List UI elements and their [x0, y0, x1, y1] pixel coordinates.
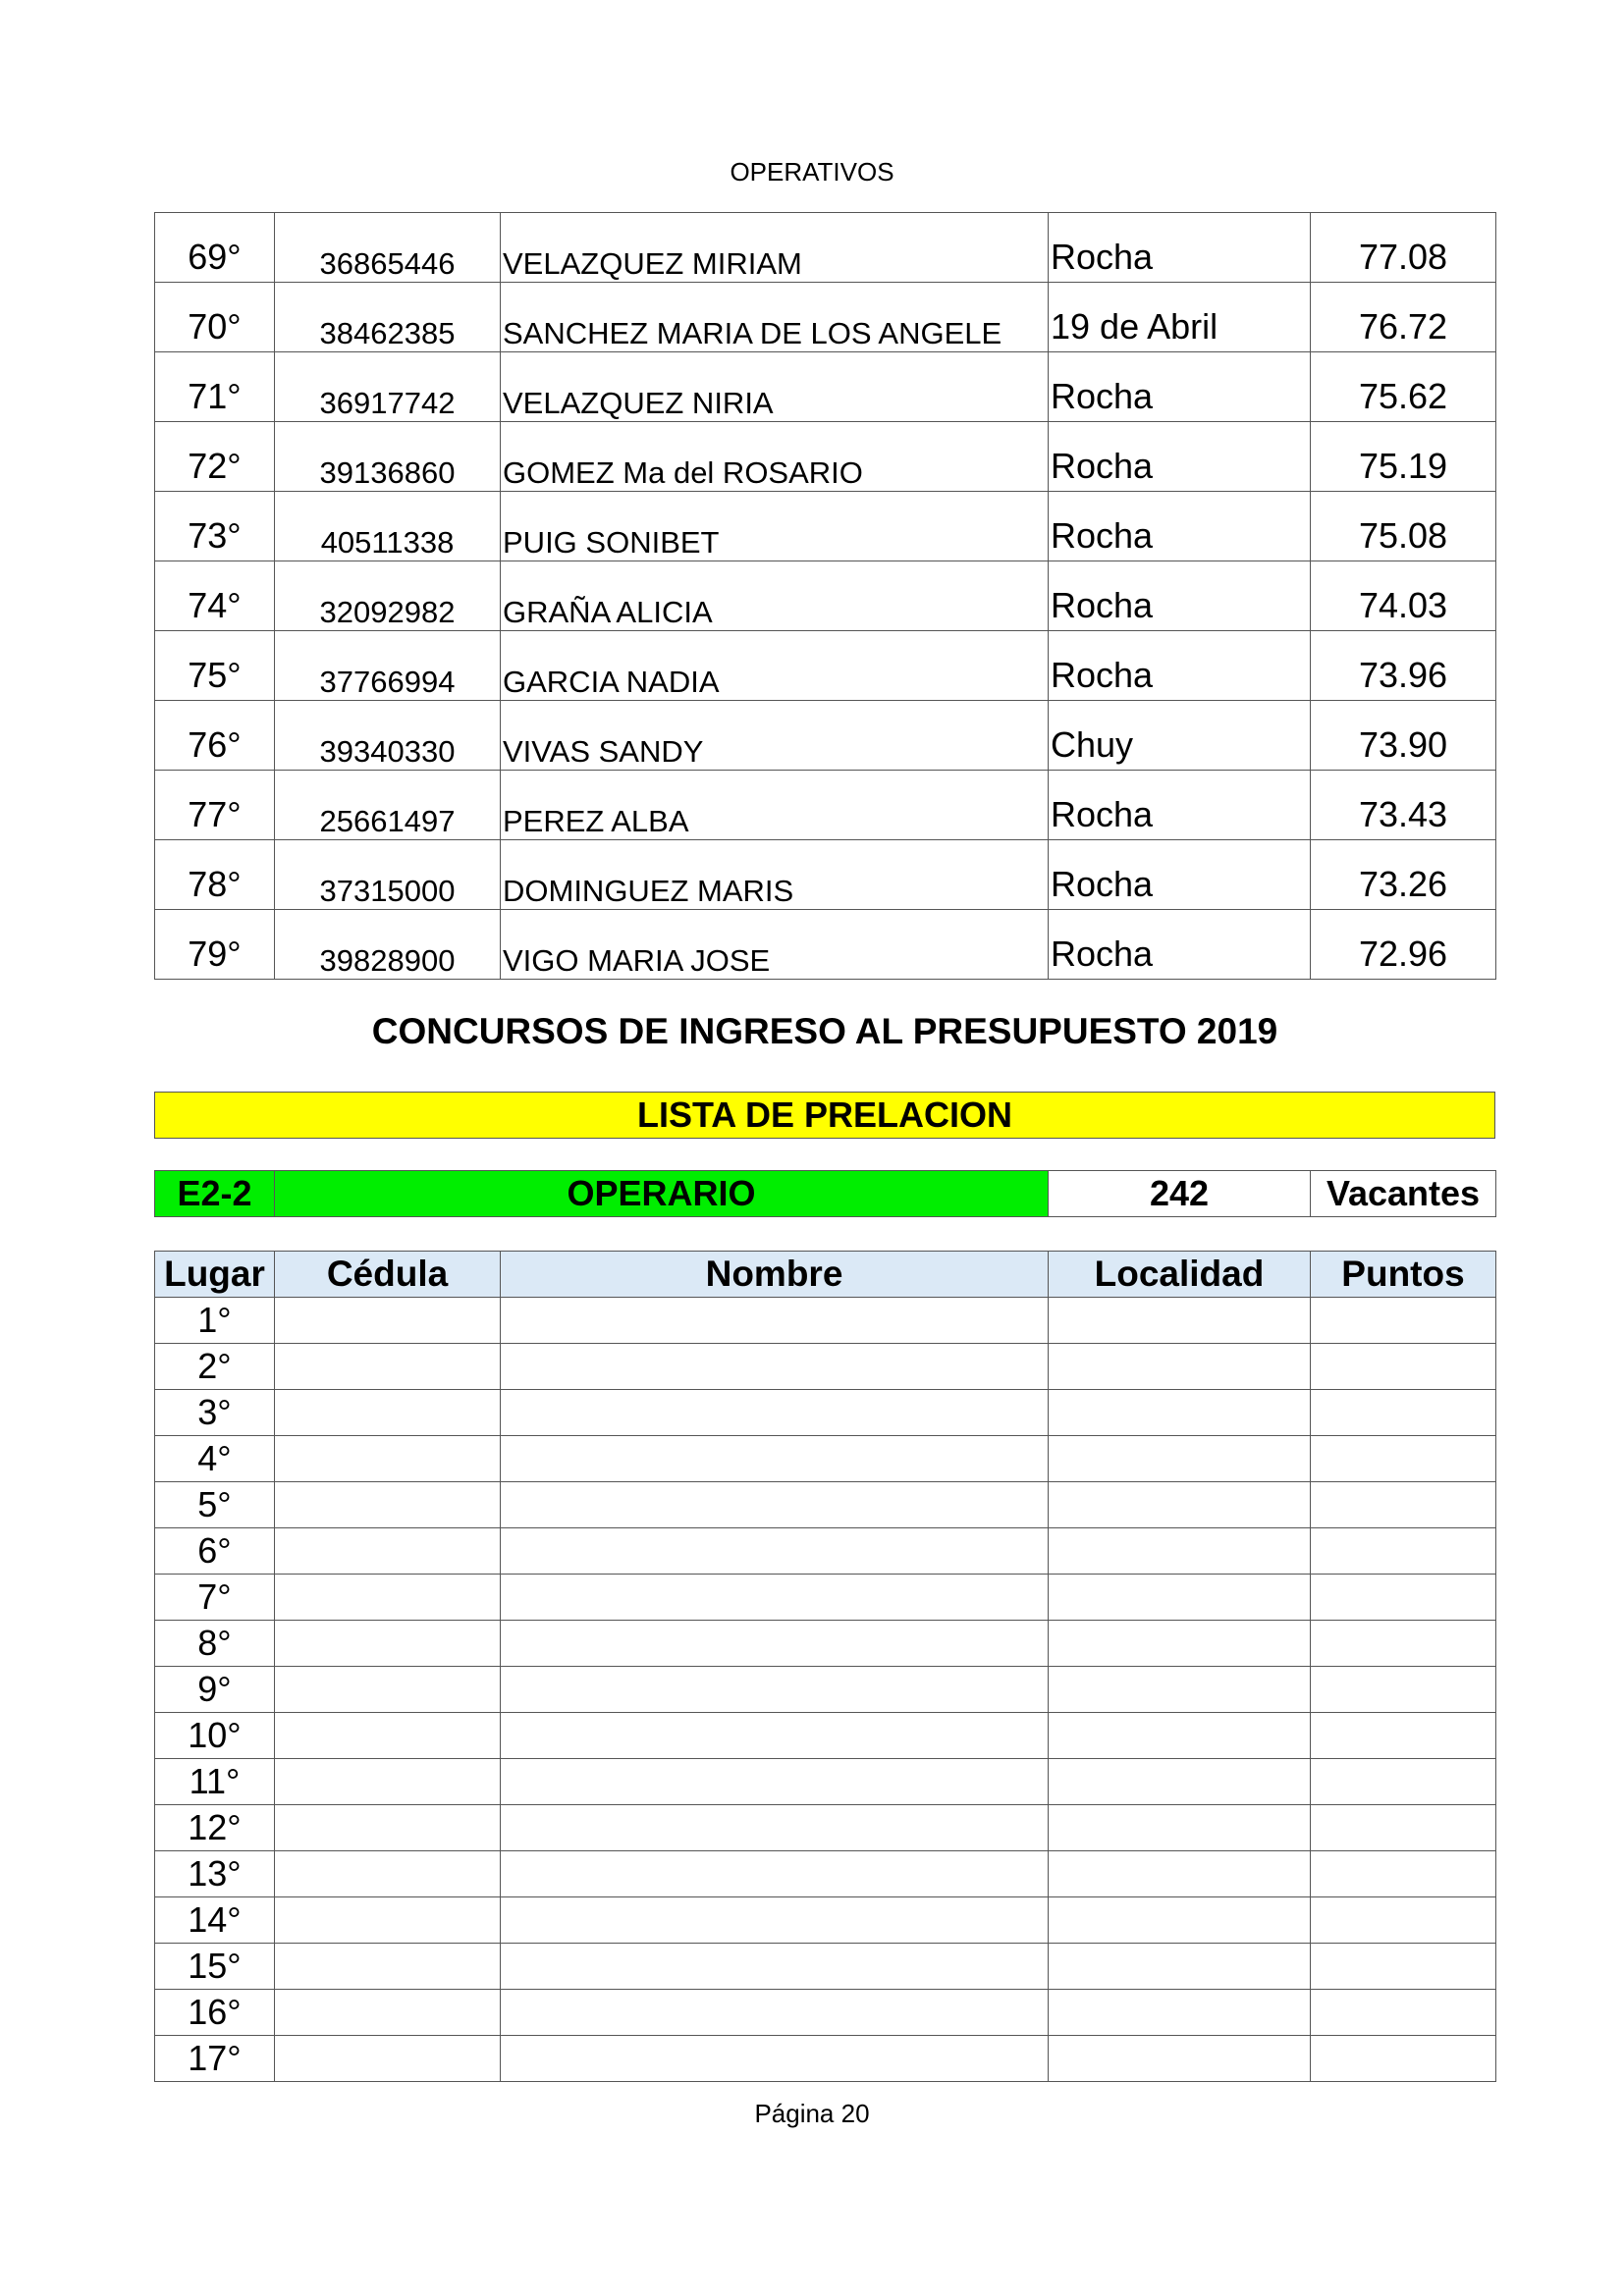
cell-puntos [1311, 1759, 1496, 1805]
cell-puntos [1311, 1528, 1496, 1575]
cell-cedula [275, 1990, 501, 2036]
cell-lugar: 77° [155, 771, 275, 840]
list-item [155, 1805, 1496, 1851]
cell-localidad [1049, 1851, 1311, 1897]
cell-puntos [1311, 1851, 1496, 1897]
table-row [155, 910, 1496, 980]
cell-lugar: 74° [155, 561, 275, 631]
cell-cedula [275, 1944, 501, 1990]
cell-puntos: 73.90 [1311, 701, 1496, 771]
cell-nombre [501, 1851, 1049, 1897]
cell-lugar: 71° [155, 352, 275, 422]
table-row [155, 213, 1496, 283]
cell-nombre [501, 2036, 1049, 2082]
cell-puntos: 73.26 [1311, 840, 1496, 910]
cell-cedula: 32092982 [275, 561, 501, 631]
cell-puntos: 73.96 [1311, 631, 1496, 701]
header-puntos: Puntos [1311, 1252, 1496, 1298]
table-row [155, 840, 1496, 910]
cell-localidad [1049, 1344, 1311, 1390]
cell-nombre [501, 1897, 1049, 1944]
cell-lugar: 5° [155, 1482, 275, 1528]
cell-lugar: 72° [155, 422, 275, 492]
cell-puntos [1311, 1713, 1496, 1759]
cell-nombre [501, 1528, 1049, 1575]
cell-cedula: 39136860 [275, 422, 501, 492]
cell-lugar: 11° [155, 1759, 275, 1805]
cell-localidad [1049, 1482, 1311, 1528]
cell-localidad [1049, 1298, 1311, 1344]
cell-nombre [501, 1990, 1049, 2036]
cell-localidad: Rocha [1049, 771, 1311, 840]
list-item [155, 1621, 1496, 1667]
table-row [155, 631, 1496, 701]
list-item [155, 1759, 1496, 1805]
cell-puntos [1311, 1390, 1496, 1436]
header-cedula: Cédula [275, 1252, 501, 1298]
cell-puntos [1311, 1482, 1496, 1528]
cell-nombre: VELAZQUEZ NIRIA [501, 352, 1049, 422]
cell-puntos: 72.96 [1311, 910, 1496, 980]
table-row [155, 283, 1496, 352]
cell-puntos [1311, 1575, 1496, 1621]
cell-localidad [1049, 1390, 1311, 1436]
vacancy-count: 242 [1049, 1171, 1311, 1217]
cell-cedula [275, 1344, 501, 1390]
list-item [155, 1713, 1496, 1759]
cell-nombre [501, 1713, 1049, 1759]
cell-cedula [275, 1851, 501, 1897]
cell-localidad: Rocha [1049, 492, 1311, 561]
category-name: OPERARIO [275, 1171, 1049, 1217]
cell-puntos [1311, 1805, 1496, 1851]
cell-lugar: 15° [155, 1944, 275, 1990]
cell-localidad [1049, 1944, 1311, 1990]
vacancy-label: Vacantes [1311, 1171, 1496, 1217]
cell-lugar: 17° [155, 2036, 275, 2082]
table-header-row [155, 1252, 1496, 1298]
cell-cedula [275, 2036, 501, 2082]
list-item [155, 1298, 1496, 1344]
cell-nombre: DOMINGUEZ MARIS [501, 840, 1049, 910]
cell-puntos [1311, 1298, 1496, 1344]
cell-lugar: 70° [155, 283, 275, 352]
cell-nombre [501, 1667, 1049, 1713]
cell-puntos: 73.43 [1311, 771, 1496, 840]
cell-puntos [1311, 1897, 1496, 1944]
cell-puntos [1311, 1667, 1496, 1713]
cell-nombre [501, 1805, 1049, 1851]
cell-puntos [1311, 1436, 1496, 1482]
ranking-table [154, 1251, 1496, 2082]
cell-puntos: 74.03 [1311, 561, 1496, 631]
list-item [155, 1897, 1496, 1944]
cell-localidad: Rocha [1049, 213, 1311, 283]
category-code: E2-2 [155, 1171, 275, 1217]
cell-localidad [1049, 1528, 1311, 1575]
cell-localidad [1049, 1713, 1311, 1759]
list-item [155, 1344, 1496, 1390]
header-lugar: Lugar [155, 1252, 275, 1298]
table-row [155, 352, 1496, 422]
cell-cedula: 40511338 [275, 492, 501, 561]
cell-cedula [275, 1298, 501, 1344]
cell-localidad [1049, 1805, 1311, 1851]
cell-localidad [1049, 1436, 1311, 1482]
cell-cedula [275, 1805, 501, 1851]
cell-lugar: 3° [155, 1390, 275, 1436]
cell-nombre: VELAZQUEZ MIRIAM [501, 213, 1049, 283]
list-item [155, 1944, 1496, 1990]
table-row [155, 422, 1496, 492]
results-table-continued [154, 212, 1496, 980]
cell-localidad: Rocha [1049, 561, 1311, 631]
cell-cedula: 39340330 [275, 701, 501, 771]
cell-localidad: 19 de Abril [1049, 283, 1311, 352]
cell-lugar: 9° [155, 1667, 275, 1713]
cell-cedula [275, 1621, 501, 1667]
cell-localidad [1049, 1667, 1311, 1713]
cell-nombre: VIVAS SANDY [501, 701, 1049, 771]
cell-localidad [1049, 1575, 1311, 1621]
list-item [155, 1482, 1496, 1528]
cell-nombre [501, 1482, 1049, 1528]
cell-cedula [275, 1390, 501, 1436]
cell-cedula: 37315000 [275, 840, 501, 910]
cell-puntos [1311, 1944, 1496, 1990]
table-row [155, 492, 1496, 561]
cell-cedula [275, 1667, 501, 1713]
page-number: Página 20 [754, 2099, 870, 2128]
cell-puntos: 75.19 [1311, 422, 1496, 492]
table-row [155, 771, 1496, 840]
cell-nombre: GARCIA NADIA [501, 631, 1049, 701]
cell-lugar: 14° [155, 1897, 275, 1944]
cell-lugar: 1° [155, 1298, 275, 1344]
cell-puntos [1311, 2036, 1496, 2082]
cell-lugar: 12° [155, 1805, 275, 1851]
cell-nombre: VIGO MARIA JOSE [501, 910, 1049, 980]
cell-puntos: 76.72 [1311, 283, 1496, 352]
cell-nombre [501, 1344, 1049, 1390]
cell-nombre: PUIG SONIBET [501, 492, 1049, 561]
list-item [155, 1667, 1496, 1713]
section-title: CONCURSOS DE INGRESO AL PRESUPUESTO 2019 [371, 1011, 1278, 1051]
list-item [155, 1575, 1496, 1621]
cell-cedula: 36917742 [275, 352, 501, 422]
cell-lugar: 73° [155, 492, 275, 561]
list-item [155, 1390, 1496, 1436]
cell-localidad [1049, 1897, 1311, 1944]
cell-lugar: 75° [155, 631, 275, 701]
cell-puntos: 75.62 [1311, 352, 1496, 422]
cell-cedula: 38462385 [275, 283, 501, 352]
cell-cedula [275, 1436, 501, 1482]
category-table [154, 1170, 1496, 1217]
cell-cedula: 25661497 [275, 771, 501, 840]
cell-cedula: 37766994 [275, 631, 501, 701]
cell-localidad: Rocha [1049, 910, 1311, 980]
cell-lugar: 2° [155, 1344, 275, 1390]
cell-lugar: 78° [155, 840, 275, 910]
cell-puntos: 75.08 [1311, 492, 1496, 561]
list-item [155, 1528, 1496, 1575]
header-nombre: Nombre [501, 1252, 1049, 1298]
cell-nombre: SANCHEZ MARIA DE LOS ANGELE [501, 283, 1049, 352]
cell-cedula [275, 1759, 501, 1805]
list-item [155, 1990, 1496, 2036]
cell-localidad [1049, 2036, 1311, 2082]
table-row [155, 701, 1496, 771]
cell-lugar: 76° [155, 701, 275, 771]
cell-lugar: 79° [155, 910, 275, 980]
cell-nombre [501, 1759, 1049, 1805]
list-item [155, 2036, 1496, 2082]
header-localidad: Localidad [1049, 1252, 1311, 1298]
cell-nombre [501, 1436, 1049, 1482]
cell-localidad: Rocha [1049, 422, 1311, 492]
cell-nombre [501, 1944, 1049, 1990]
cell-nombre: GOMEZ Ma del ROSARIO [501, 422, 1049, 492]
list-banner: LISTA DE PRELACION [154, 1092, 1495, 1139]
cell-cedula [275, 1713, 501, 1759]
list-item [155, 1436, 1496, 1482]
cell-nombre [501, 1390, 1049, 1436]
table-row [155, 561, 1496, 631]
list-item [155, 1851, 1496, 1897]
cell-puntos: 77.08 [1311, 213, 1496, 283]
cell-cedula [275, 1528, 501, 1575]
cell-lugar: 4° [155, 1436, 275, 1482]
cell-cedula [275, 1482, 501, 1528]
cell-cedula: 39828900 [275, 910, 501, 980]
cell-puntos [1311, 1344, 1496, 1390]
cell-localidad [1049, 1759, 1311, 1805]
cell-nombre [501, 1298, 1049, 1344]
cell-lugar: 10° [155, 1713, 275, 1759]
cell-nombre: GRAÑA ALICIA [501, 561, 1049, 631]
cell-localidad: Rocha [1049, 840, 1311, 910]
cell-nombre [501, 1621, 1049, 1667]
cell-cedula: 36865446 [275, 213, 501, 283]
cell-localidad [1049, 1621, 1311, 1667]
cell-cedula [275, 1897, 501, 1944]
cell-lugar: 16° [155, 1990, 275, 2036]
cell-puntos [1311, 1990, 1496, 2036]
cell-lugar: 7° [155, 1575, 275, 1621]
cell-localidad [1049, 1990, 1311, 2036]
cell-puntos [1311, 1621, 1496, 1667]
cell-nombre [501, 1575, 1049, 1621]
cell-lugar: 13° [155, 1851, 275, 1897]
cell-localidad: Rocha [1049, 631, 1311, 701]
cell-cedula [275, 1575, 501, 1621]
cell-nombre: PEREZ ALBA [501, 771, 1049, 840]
cell-localidad: Chuy [1049, 701, 1311, 771]
cell-lugar: 8° [155, 1621, 275, 1667]
cell-localidad: Rocha [1049, 352, 1311, 422]
cell-lugar: 69° [155, 213, 275, 283]
cell-lugar: 6° [155, 1528, 275, 1575]
page-header: OPERATIVOS [730, 157, 894, 187]
